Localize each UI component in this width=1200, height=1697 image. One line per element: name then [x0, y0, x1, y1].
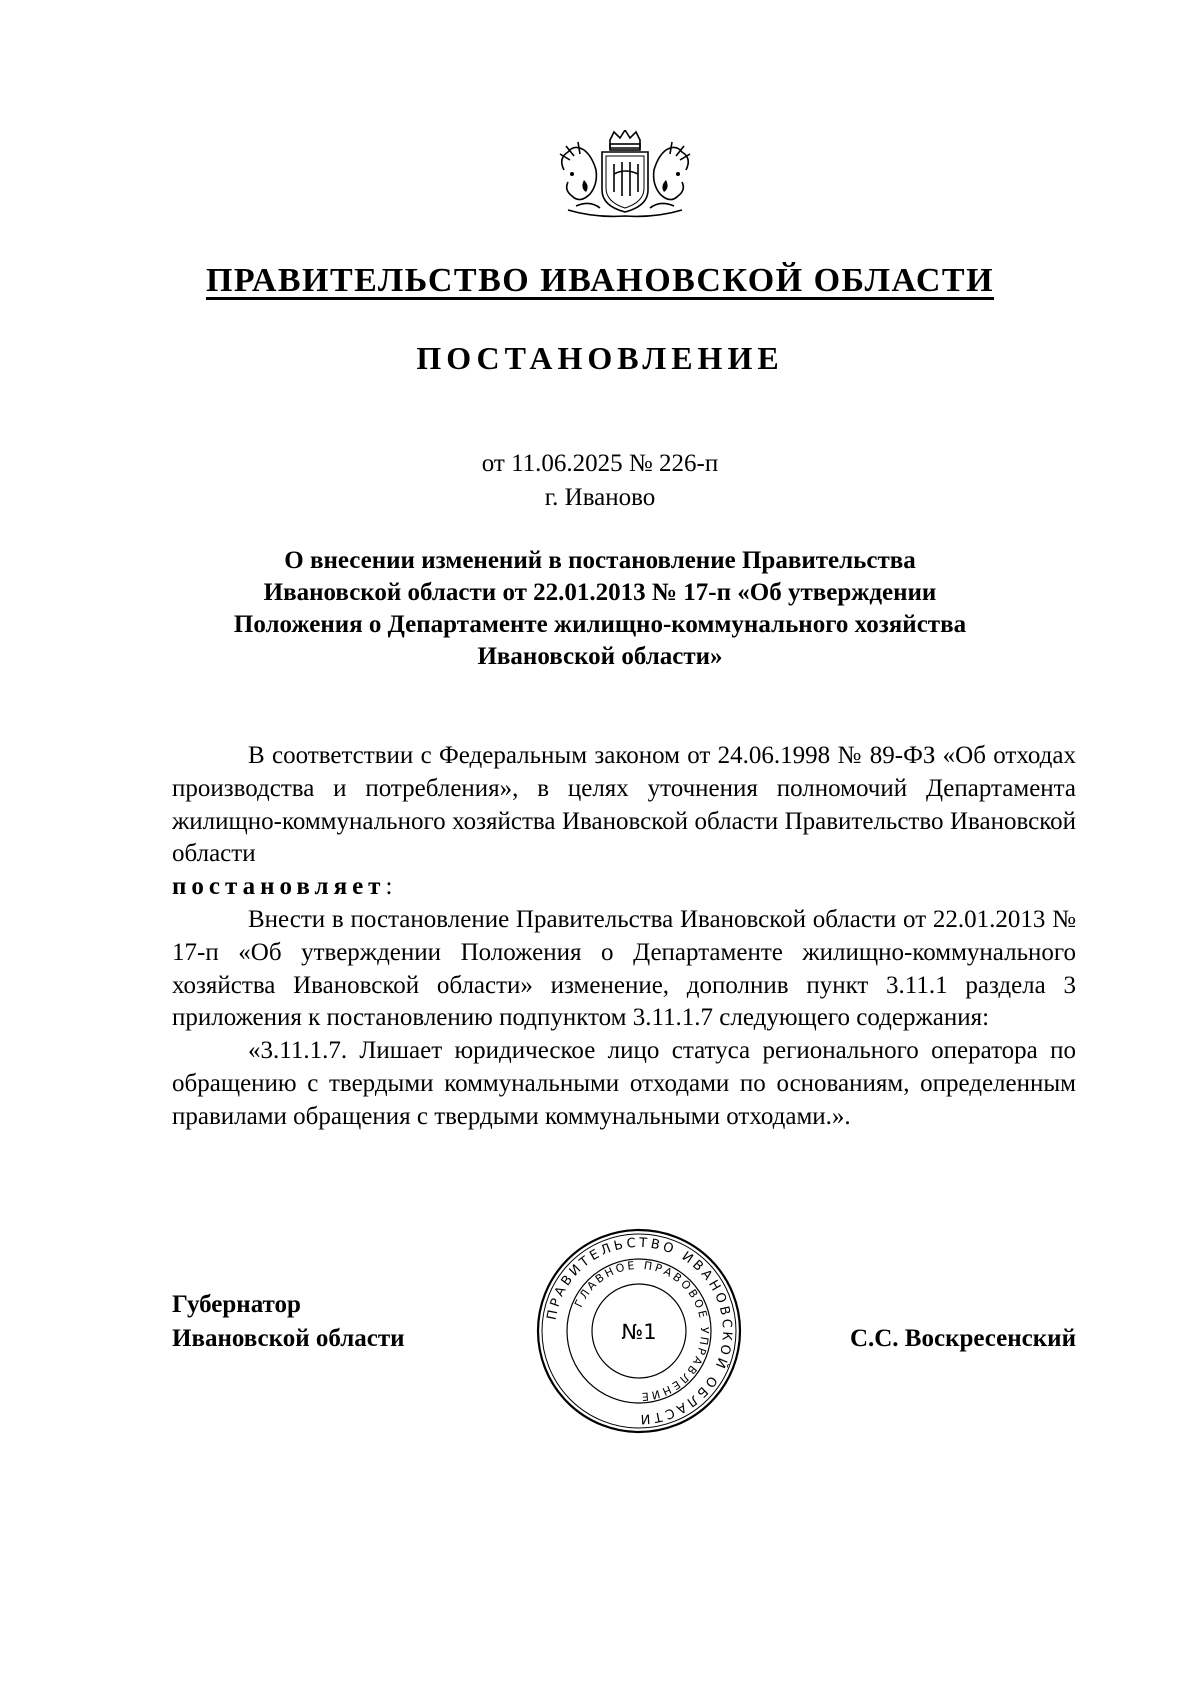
document-title [170, 545, 1030, 673]
position-line: Губернатор [172, 1291, 301, 1318]
new-subclause-paragraph: «3.11.1.7. Лишает юридическое лицо статуса регионального оператора по обращению с твердыми коммунальными отходами по основаниям, определенным правилами обращения с твердыми коммунальными отходами.». [172, 1037, 1076, 1130]
organization-name: ПРАВИТЕЛЬСТВО ИВАНОВСКОЙ ОБЛАСТИ [205, 262, 995, 299]
stamp-inner-text: ГЛАВНОЕ ПРАВОВОЕ УПРАВЛЕНИЕ [572, 1258, 712, 1404]
date-number: от 11.06.2025 № 226-п [481, 450, 719, 477]
document-body [172, 740, 1076, 1134]
organization-heading [0, 262, 1200, 302]
resolves-punctuation: : [385, 873, 393, 901]
title-line: Ивановской области от 22.01.2013 № 17-п «Об утверждении [263, 579, 937, 606]
resolves-word: постановляет [172, 873, 386, 901]
coat-of-arms-emblem [550, 130, 700, 220]
resolves-line [172, 871, 1076, 904]
signatory-name: С.С. Воскресенский [849, 1325, 1076, 1352]
official-stamp [534, 1226, 744, 1436]
preamble-paragraph: В соответствии с Федеральным законом от 24.06.1998 № 89-ФЗ «Об отходах производства и потребления», в целях уточнения полномочий Департамента жилищно-коммунального хозяйства Ивановской области Правительство Ивановской области [172, 742, 1076, 868]
signatory-position [172, 1288, 405, 1356]
stamp-outer-text: ПРАВИТЕЛЬСТВО ИВАНОВСКОЙ ОБЛАСТИ [544, 1235, 735, 1427]
position-line: Ивановской области [172, 1325, 405, 1352]
stamp-number: №1 [621, 1320, 657, 1344]
document-meta [0, 447, 1200, 515]
title-line: О внесении изменений в постановление Правительства [284, 547, 916, 574]
title-line: Ивановской области» [477, 643, 723, 670]
document-type-heading: ПОСТАНОВЛЕНИЕ [416, 340, 784, 376]
city: г. Иваново [544, 484, 656, 511]
title-line: Положения о Департаменте жилищно-коммунального хозяйства [233, 611, 967, 638]
amendment-paragraph: Внести в постановление Правительства Ивановской области от 22.01.2013 № 17-п «Об утверждении Положения о Департаменте жилищно-коммунального хозяйства Ивановской области» изменение, дополнив пункт 3.11.1 раздела 3 приложения к постановлению подпунктом 3.11.1.7 следующего содержания: [172, 905, 1076, 1032]
